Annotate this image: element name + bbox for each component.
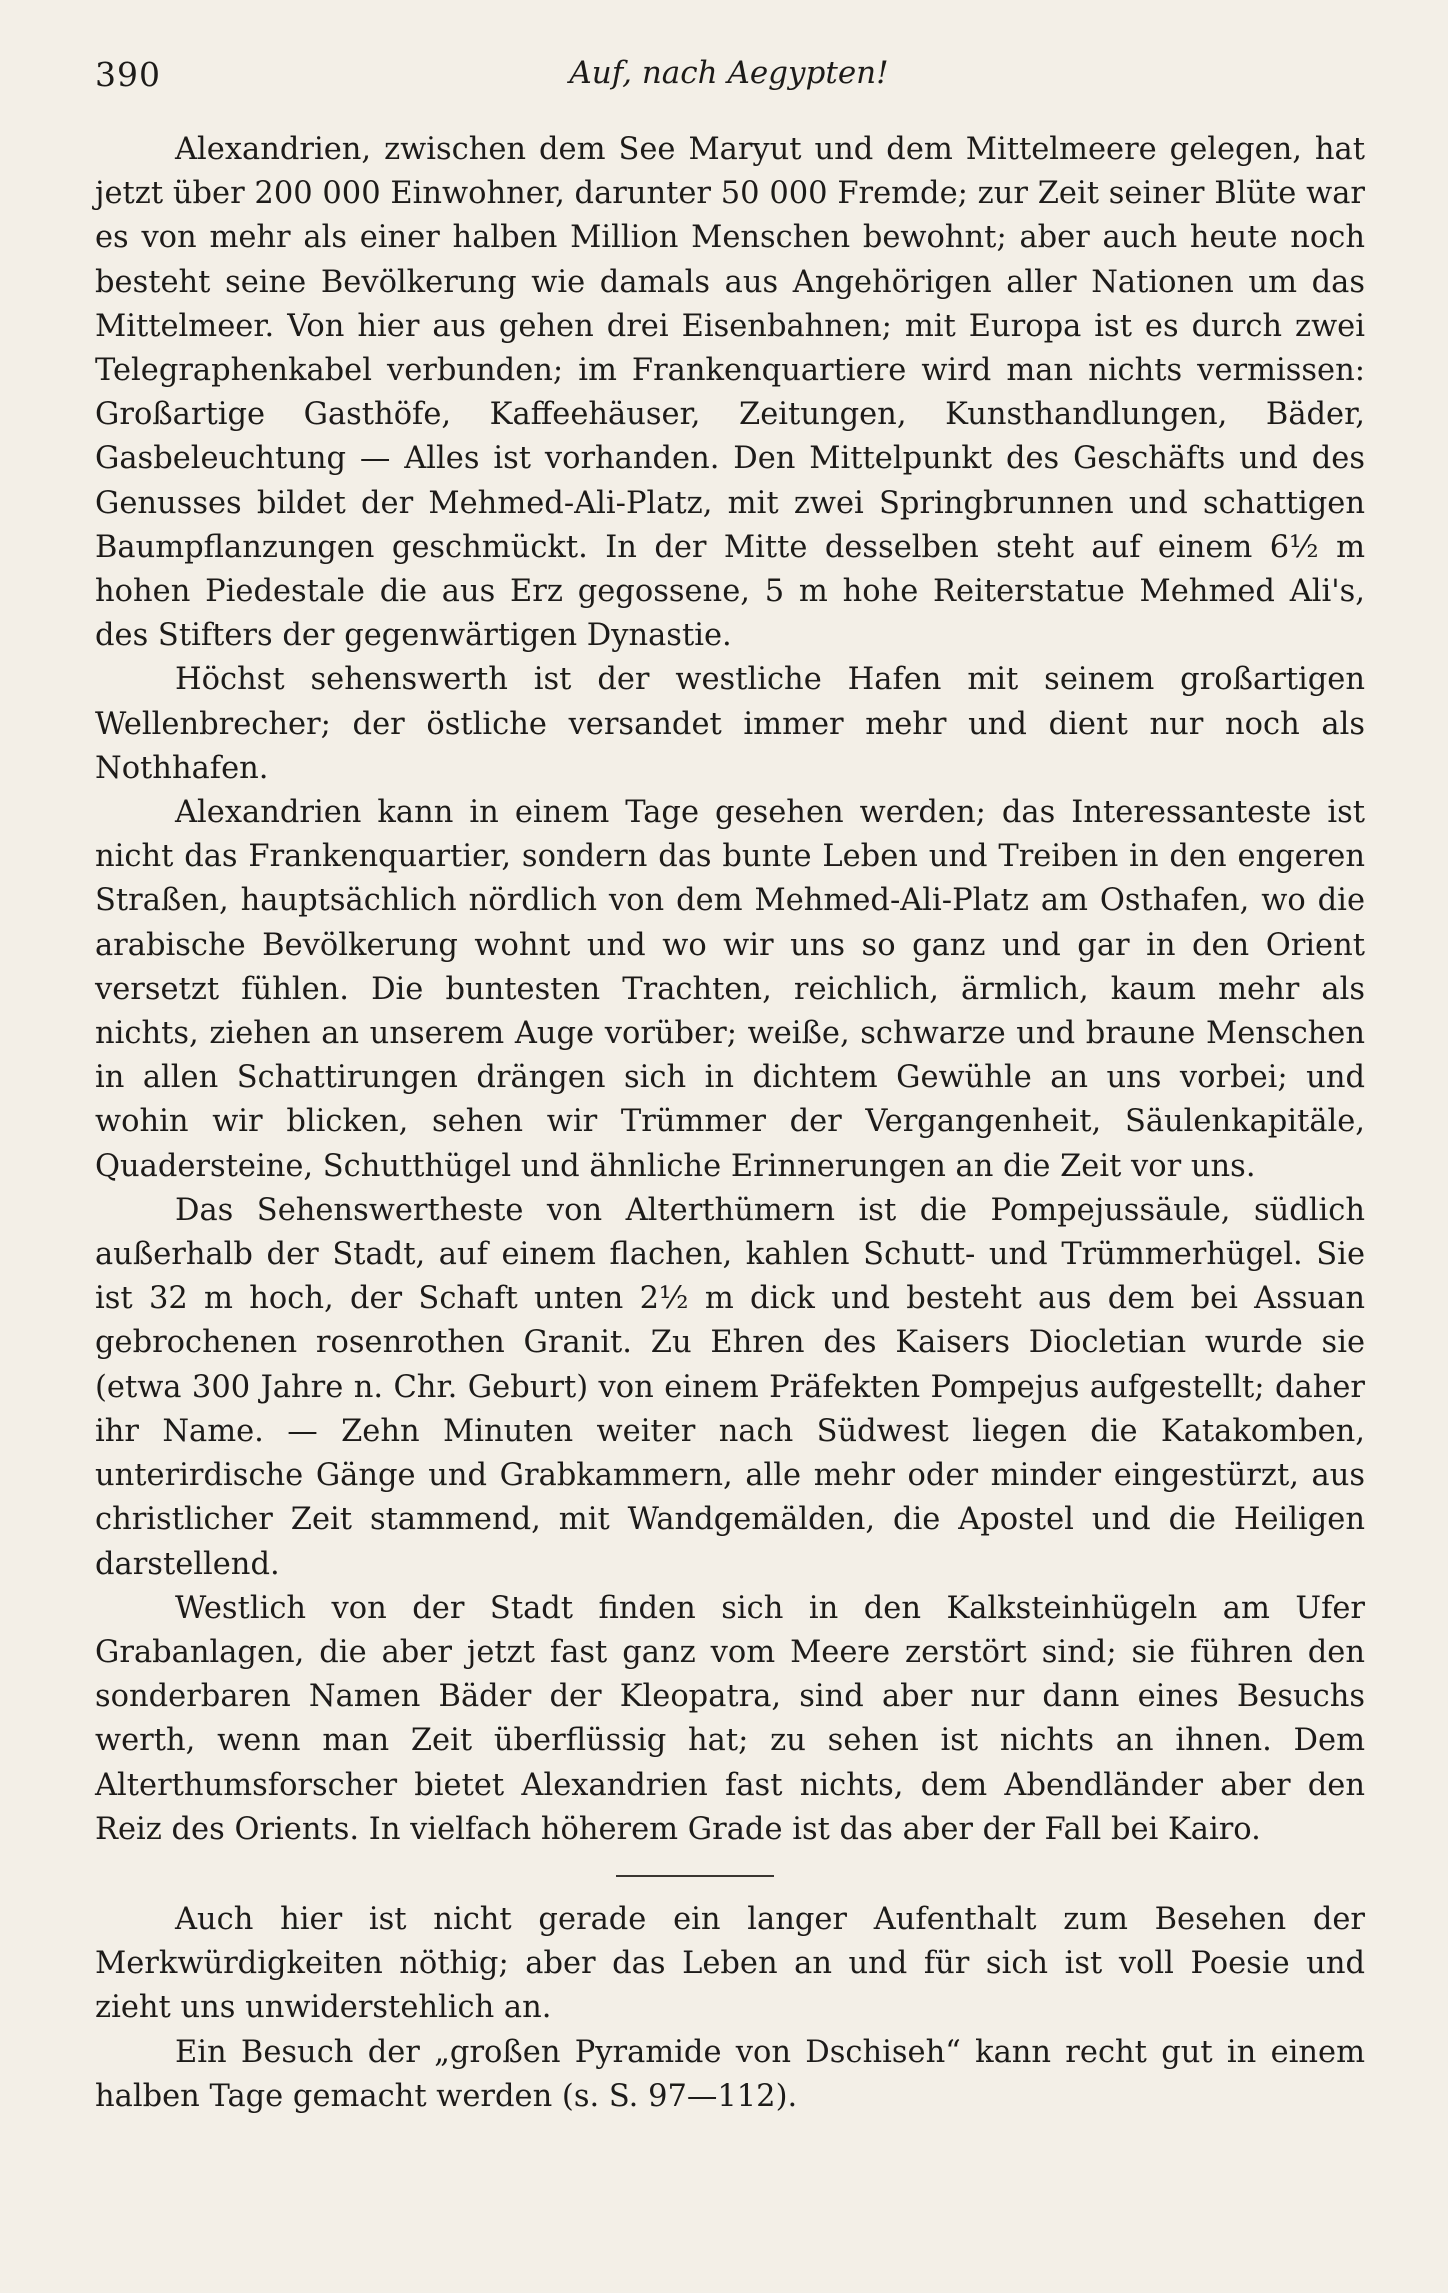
paragraph: Alexandrien kann in einem Tage gesehen werden; das Interessanteste ist nicht das Frankenquartier, sondern das bunte Leben und Treiben in den engeren Straßen, hauptsächlich nördlich von dem Mehmed-Ali-Platz am Osthafen, wo die arabische Bevölkerung wohnt und wo wir uns so ganz und gar in den Orient versetzt fühlen. Die buntesten Trachten, reichlich, ärmlich, kaum mehr als nichts, ziehen an unserem Auge vorüber; weiße, schwarze und braune Menschen in allen Schattirungen drängen sich in dichtem Gewühle an uns vorbei; und wohin wir blicken, sehen wir Trümmer der Vergangenheit, Säulenkapitäle, Quadersteine, Schutthügel und ähnliche Erinnerungen an die Zeit vor uns. — [95, 795, 1365, 1184]
running-head — [95, 55, 1363, 105]
paragraph: Höchst sehenswerth ist der westliche Hafen mit seinem großartigen Wellenbrecher; der östliche versandet immer mehr und dient nur noch als Nothhafen. — [95, 662, 1365, 786]
section-divider — [616, 1875, 774, 1877]
text-section-alexandria — [95, 128, 1365, 1852]
text-section-cairo — [95, 1898, 1365, 2119]
page-number: 390 — [95, 55, 161, 94]
paragraph: Das Sehenswertheste von Alterthümern ist die Pompejussäule, südlich außerhalb der Stadt, auf einem flachen, kahlen Schutt- und Trümmerhügel. Sie ist 32 m hoch, der Schaft unten 2½ m dick und besteht aus dem bei Assuan gebrochenen rosenrothen Granit. Zu Ehren des Kaisers Diocletian wurde sie (etwa 300 Jahre n. Chr. Geburt) von einem Präfekten Pompejus aufgestellt; daher ihr Name. — Zehn Minuten weiter nach Südwest liegen die Katakomben, unterirdische Gänge und Grabkammern, alle mehr oder minder eingestürzt, aus christlicher Zeit stammend, mit Wandgemälden, die Apostel und die Heiligen darstellend. — [95, 1192, 1365, 1582]
running-title: Auf, nach Aegypten! — [569, 55, 889, 91]
paragraph: Westlich von der Stadt finden sich in den Kalksteinhügeln am Ufer Grabanlagen, die aber jetzt fast ganz vom Meere zerstört sind; sie führen den sonderbaren Namen Bäder der Kleopatra, sind aber nur dann eines Besuchs werth, wenn man Zeit überflüssig hat; zu sehen ist nichts an ihnen. Dem Alterthumsforscher bietet Alexandrien fast nichts, dem Abendländer aber den Reiz des Orients. In vielfach höherem Grade ist das aber der Fall bei Kairo. — [95, 1590, 1365, 1847]
paragraph: Alexandrien, zwischen dem See Maryut und dem Mittelmeere gelegen, hat jetzt über 200 000 Einwohner, darunter 50 000 Fremde; zur Zeit seiner Blüte war es von mehr als einer halben Million Menschen bewohnt; aber auch heute noch besteht seine Bevölkerung wie damals aus Angehörigen aller Nationen um das Mittelmeer. Von hier aus gehen drei Eisenbahnen; mit Europa ist es durch zwei Telegraphenkabel verbunden; im Frankenquartiere wird man nichts vermissen: Großartige Gasthöfe, Kaffeehäuser, Zeitungen, Kunsthandlungen, Bäder, Gasbeleuchtung — Alles ist vorhanden. Den Mittelpunkt des Geschäfts und des Genusses bildet der Mehmed-Ali-Platz, mit zwei Springbrunnen und schattigen Baumpflanzungen geschmückt. In der Mitte desselben steht auf einem 6½ m hohen Piedestale die aus Erz gegossene, 5 m hohe Reiterstatue Mehmed Ali's, des Stifters der gegenwärtigen Dynastie. — [95, 132, 1365, 654]
paragraph: Ein Besuch der „großen Pyramide von Dschiseh“ kann recht gut in einem halben Tage gemacht werden (s. S. 97—112). — [95, 2034, 1365, 2114]
paragraph: Auch hier ist nicht gerade ein langer Aufenthalt zum Besehen der Merkwürdigkeiten nöthig; aber das Leben an und für sich ist voll Poesie und zieht uns unwiderstehlich an. — [95, 1902, 1365, 2026]
